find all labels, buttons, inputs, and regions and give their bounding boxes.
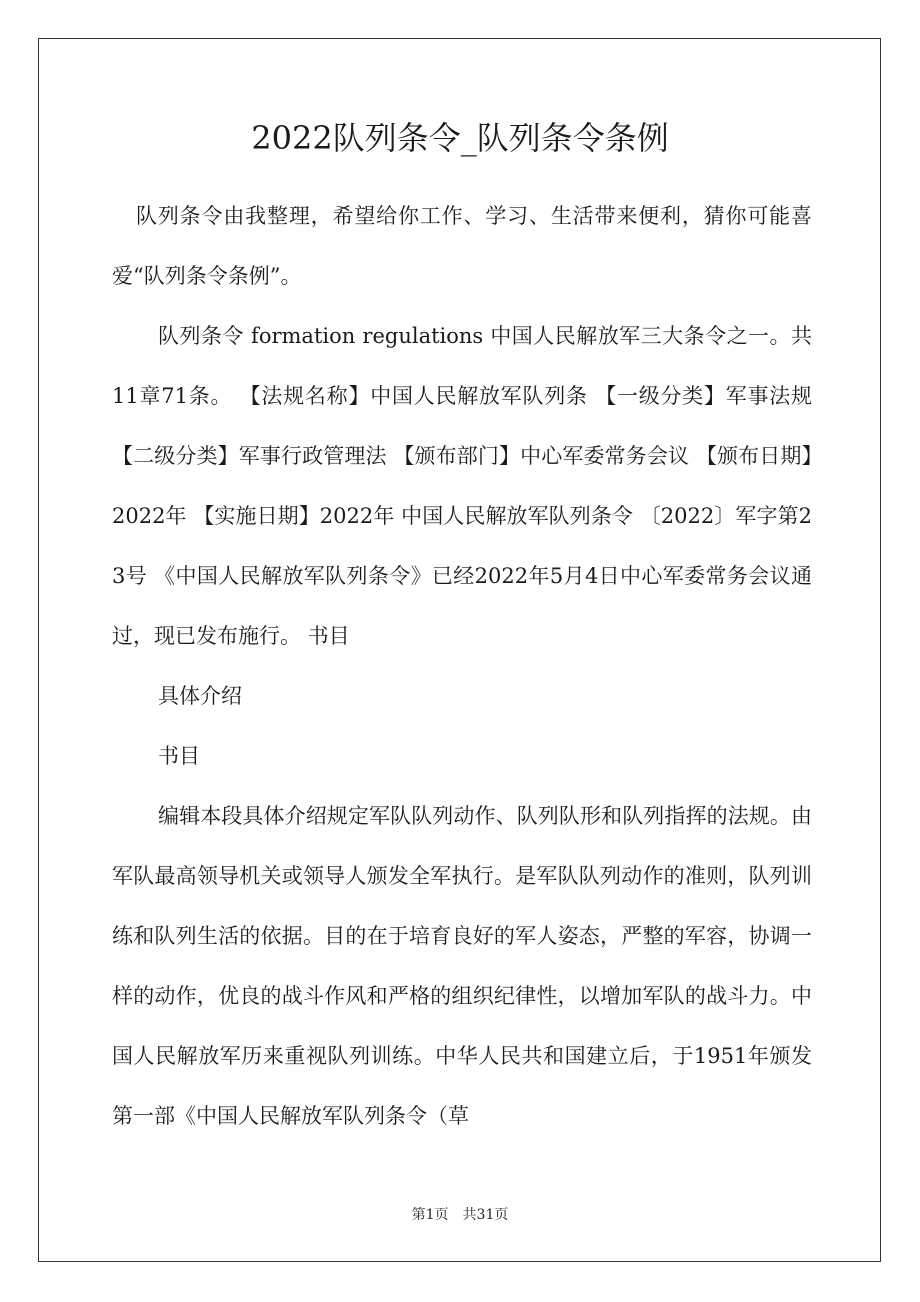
paragraph-toc-heading: 书目 — [158, 744, 200, 768]
paragraph-description: 编辑本段具体介绍规定军队队列动作、队列队形和队列指挥的法规。由军队最高领导机关或领导人颁发全军执行。是军队队列动作的准则，队列训练和队列生活的依据。目的在于培育良好的军人姿态，严整的军容，协调一样的动作，优良的战斗作风和严格的组织纪律性，以增加军队的战斗力。中国人民解放军历来重视队列训练。中华人民共和国建立后，于1951年颁发第一部《中国人民解放军队列条令（草 — [112, 804, 812, 1128]
page-total: 共31页 — [462, 1207, 509, 1223]
page-footer — [0, 1205, 920, 1225]
document-title: 2022队列条令_队列条令条例 — [251, 119, 669, 157]
paragraph-intro: 队列条令由我整理，希望给你工作、学习、生活带来便利，猜你可能喜爱“队列条令条例”。 — [112, 204, 812, 288]
paragraph-overview: 队列条令 formation regulations 中国人民解放军三大条令之一。共11章71条。 【法规名称】中国人民解放军队列条 【一级分类】军事法规 【二级分类】军事行政管理法 【颁布部门】中心军委常务会议 【颁布日期】2022年 【实施日期】2022年 中国人民解放军队列条令 〔2022〕军字第23号 《中国人民解放军队列条令》已经2022年5月4日中心军委常务会议通过，现已发布施行。 书目 — [112, 324, 812, 648]
paragraph-detail-heading: 具体介绍 — [158, 684, 242, 708]
document-body — [112, 186, 812, 1146]
page-number: 第1页 — [411, 1207, 449, 1223]
